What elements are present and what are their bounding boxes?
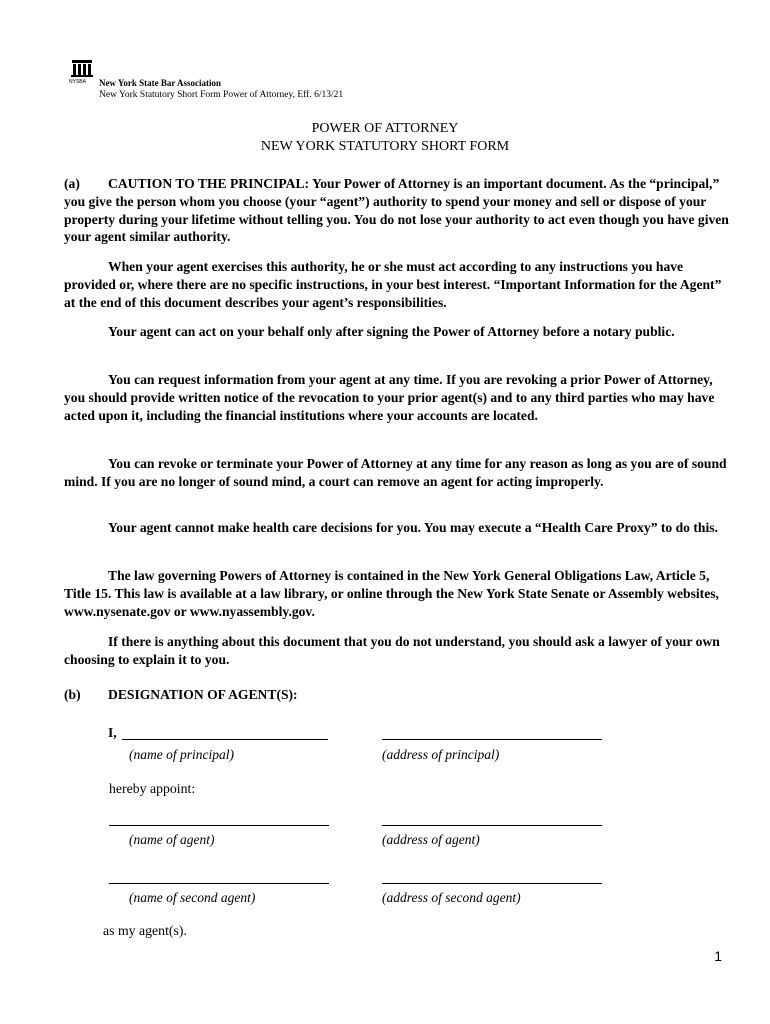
doc-title-line2: NEW YORK STATUTORY SHORT FORM: [260, 139, 510, 154]
logo-caption: NYSBA: [69, 79, 86, 85]
label-name-of-second-agent: (name of second agent): [129, 890, 256, 905]
section-b-heading: (b) DESIGNATION OF AGENT(S):: [64, 687, 298, 702]
label-address-of-principal: (address of principal): [382, 747, 500, 762]
principal-name-field[interactable]: [122, 739, 328, 740]
paragraph-agent-authority: When your agent exercises this authority, he or she must act according to any instructions you have provided or, where there are no specific instructions, in your best interest. “Important Information for the Agent” at the end of this document describes your agent’s responsibilities.: [64, 259, 722, 310]
section-b-marker: (b): [64, 687, 81, 702]
second-agent-address-field[interactable]: [382, 883, 602, 884]
label-name-of-principal: (name of principal): [129, 747, 234, 762]
appoint-text: hereby appoint:: [109, 781, 196, 796]
org-name: New York State Bar Association: [99, 78, 221, 88]
label-name-of-agent: (name of agent): [129, 832, 215, 847]
i-label: I,: [108, 725, 117, 740]
second-agent-name-field[interactable]: [109, 883, 329, 884]
agent-name-field[interactable]: [109, 825, 329, 826]
paragraph-law: The law governing Powers of Attorney is contained in the New York General Obligations Law, Article 5, Title 15. This law is available at a law library, or online through the New York State Senate or Assembly websites, www.nysenate.gov or www.nyassembly.gov.: [64, 568, 719, 619]
caution-text: CAUTION TO THE PRINCIPAL: Your Power of Attorney is an important document. As the “principal,” you give the person whom you choose (your “agent”) authority to spend your money and sell or dispose of your property during your lifetime without telling you. You do not lose your authority to act even though you have given your agent similar authority.: [64, 176, 729, 245]
paragraph-request-info: You can request information from your agent at any time. If you are revoking a prior Power of Attorney, you should provide written notice of the revocation to your prior agent(s) and to any third parties who may have acted upon it, including the financial institutions where your accounts are located.: [64, 372, 715, 423]
paragraph-lawyer: If there is anything about this document that you do not understand, you should ask a lawyer of your own choosing to explain it to you.: [64, 634, 720, 667]
page-number: 1: [714, 948, 722, 964]
closing-text: as my agent(s).: [103, 923, 187, 938]
agent-address-field[interactable]: [382, 825, 602, 826]
form-reference: New York Statutory Short Form Power of Attorney, Eff. 6/13/21: [99, 90, 344, 100]
label-address-of-second-agent: (address of second agent): [382, 890, 521, 905]
label-address-of-agent: (address of agent): [382, 832, 480, 847]
paragraph-notary: Your agent can act on your behalf only after signing the Power of Attorney before a notary public.: [108, 324, 675, 339]
section-a-intro: [64, 175, 729, 246]
section-a-marker: (a): [64, 176, 80, 191]
paragraph-health-care: Your agent cannot make health care decisions for you. You may execute a “Health Care Proxy” to do this.: [108, 520, 718, 535]
paragraph-revoke: You can revoke or terminate your Power of Attorney at any time for any reason as long as you are of sound mind. If you are no longer of sound mind, a court can remove an agent for acting improperly.: [64, 456, 727, 489]
doc-title-line1: POWER OF ATTORNEY: [311, 121, 459, 136]
principal-address-field[interactable]: [382, 739, 602, 740]
